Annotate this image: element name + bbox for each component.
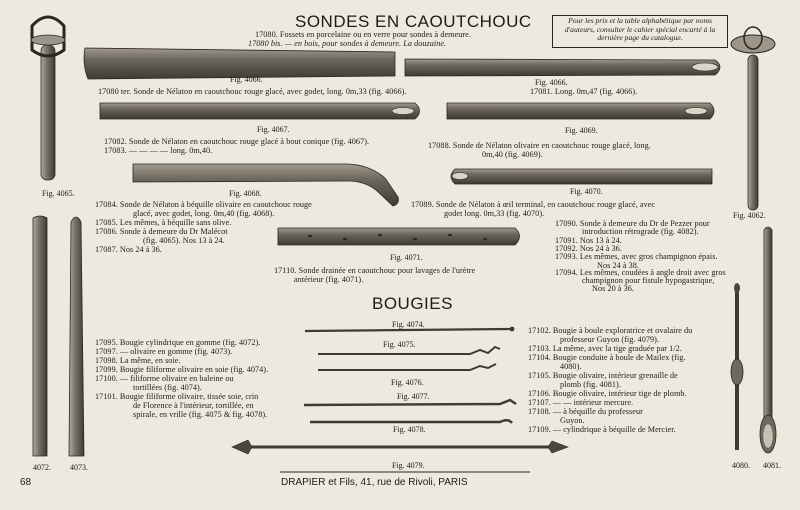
figure-4079-drawing bbox=[232, 440, 568, 454]
caption-fig-4076: Fig. 4076. bbox=[391, 378, 424, 387]
bougies-left-line-9: spirale, en vrille (fig. 4075 & fig. 4078). bbox=[133, 410, 268, 419]
section-title-sondes: SONDES EN CAOUTCHOUC bbox=[295, 12, 532, 31]
text-line-17094: 17094. Les mêmes, coudées à angle droit avec gros bbox=[555, 268, 726, 277]
figure-4069-drawing bbox=[447, 103, 714, 119]
caption-fig-4065: Fig. 4065. bbox=[42, 189, 75, 198]
text-line-17110: 17110. Sonde drainée en caoutchouc pour lavages de l'urètre bbox=[274, 266, 476, 275]
figure-4070-drawing bbox=[451, 169, 712, 184]
caption-fig-4067: Fig. 4067. bbox=[257, 125, 290, 134]
text-line-17090b: introduction rétrograde (fig. 4082). bbox=[582, 227, 699, 236]
caption-fig-4080: 4080. bbox=[732, 461, 750, 470]
bougies-right-line-3: 17103. La même, avec la tige graduée par 1/2. bbox=[528, 344, 682, 353]
figure-4067-drawing bbox=[100, 103, 420, 119]
section-title-bougies: BOUGIES bbox=[372, 294, 453, 313]
bougies-right-line-11: Guyon. bbox=[560, 416, 585, 425]
figure-4078-drawing bbox=[310, 420, 512, 423]
bougies-left-line-4: 17099. Bougie filiforme olivaire en soie (fig. 4074). bbox=[95, 365, 269, 374]
caption-fig-4071: Fig. 4071. bbox=[390, 253, 423, 262]
text-line-17094c: Nos 20 à 36. bbox=[592, 284, 634, 293]
caption-fig-4069: Fig. 4069. bbox=[565, 126, 598, 135]
text-line-17092: 17092. Nos 24 à 36. bbox=[555, 244, 622, 253]
caption-fig-4070: Fig. 4070. bbox=[570, 187, 603, 196]
caption-fig-4078: Fig. 4078. bbox=[393, 425, 426, 434]
caption-fig-4075: Fig. 4075. bbox=[383, 340, 416, 349]
publisher-line: DRAPIER et Fils, 41, rue de Rivoli, PARIS bbox=[281, 477, 468, 488]
caption-fig-4072: 4072. bbox=[33, 463, 51, 472]
text-line-17084b: glacé, avec godet, long. 0m,40 (fig. 4068). bbox=[133, 209, 275, 218]
text-line-17094b: champignon pour fistule hypogastrique, bbox=[582, 276, 715, 285]
caption-fig-4066-right: Fig. 4066. bbox=[535, 78, 568, 87]
figure-4072-drawing bbox=[33, 216, 47, 456]
text-line-17081: 17081. Long. 0m,47 (fig. 4066). bbox=[530, 87, 638, 96]
text-line-17080bis: 17080 bis. — en bois, pour sondes à demeure. La douzaine. bbox=[248, 39, 447, 48]
text-line-17086: 17086. Sonde à demeure du Dr Malécot bbox=[95, 227, 228, 236]
text-line-17110b: antérieur (fig. 4071). bbox=[294, 275, 364, 284]
bougies-right-line-6: 17105. Bougie olivaire, intérieur grenaille de bbox=[528, 371, 678, 380]
text-line-17083: 17083. — — — — long. 0m,40. bbox=[104, 146, 213, 155]
bougies-right-line-5: 4080). bbox=[560, 362, 582, 371]
text-line-17093: 17093. Les mêmes, avec gros champignon épais. bbox=[555, 252, 718, 261]
caption-fig-4066-left: Fig. 4066. bbox=[230, 75, 263, 84]
bougies-right-line-4: 17104. Bougie conduite à boule de Mailex (fig. bbox=[528, 353, 686, 362]
bougies-left-line-7: 17101. Bougie filiforme olivaire, tissée soie, crin bbox=[95, 392, 259, 401]
text-line-17089b: godet long. 0m,33 (fig. 4070). bbox=[444, 209, 545, 218]
bougies-right-line-7: plomb (fig. 4081). bbox=[560, 380, 621, 389]
text-line-17091: 17091. Nos 13 à 24. bbox=[555, 236, 622, 245]
text-line-17080: 17080. Fossets en porcelaine ou en verre pour sondes à demeure. bbox=[255, 30, 471, 39]
figure-4062-drawing bbox=[731, 27, 775, 210]
bougies-left-line-2: 17097. — olivaire en gomme (fig. 4073). bbox=[95, 347, 233, 356]
text-line-17084: 17084. Sonde de Nélaton à béquille olivaire en caoutchouc rouge bbox=[95, 200, 312, 209]
bougies-right-line-9: 17107. — — intérieur mercure. bbox=[528, 398, 634, 407]
caption-fig-4081: 4081. bbox=[763, 461, 781, 470]
figure-4073-drawing bbox=[69, 217, 84, 456]
figure-4065-drawing bbox=[31, 17, 65, 180]
caption-fig-4068: Fig. 4068. bbox=[229, 189, 262, 198]
bougies-left-line-1: 17095. Bougie cylindrique en gomme (fig. 4072). bbox=[95, 338, 261, 347]
caption-fig-4073: 4073. bbox=[70, 463, 88, 472]
text-line-17089: 17089. Sonde de Nélaton à œil terminal, en caoutchouc rouge glacé, avec bbox=[411, 200, 656, 209]
bougies-right-line-1: 17102. Bougie à boule exploratrice et ovalaire du bbox=[528, 326, 693, 335]
bougies-left-line-3: 17098. La même, en soie. bbox=[95, 356, 181, 365]
caption-fig-4077: Fig. 4077. bbox=[397, 392, 430, 401]
text-line-17085: 17085. Les mêmes, à béquille sans olive. bbox=[95, 218, 232, 227]
price-note-box: Pour les prix et la table alphabétique par noms d'auteurs, consulter le cahier spécial encarté à la dernière page du catalogue. bbox=[552, 15, 728, 48]
figure-4076-drawing bbox=[318, 364, 496, 370]
figure-4071-drawing bbox=[278, 228, 520, 245]
bougies-right-line-2: professeur Guyon (fig. 4079). bbox=[560, 335, 659, 344]
bougies-left-line-8: de Florence à l'intérieur, tortillée, en bbox=[133, 401, 254, 410]
text-line-17087: 17087. Nos 24 à 36. bbox=[95, 245, 162, 254]
figure-4080-drawing bbox=[731, 283, 743, 450]
text-line-17080ter: 17080 ter. Sonde de Nélaton en caoutchouc rouge glacé, avec godet, long. 0m,33 (fig. 4066). bbox=[98, 87, 407, 96]
page-number: 68 bbox=[20, 477, 32, 488]
caption-fig-4062: Fig. 4062. bbox=[733, 211, 766, 220]
text-line-17086b: (fig. 4065). Nos 13 à 24. bbox=[143, 236, 225, 245]
bougies-right-line-8: 17106. Bougie olivaire, intérieur tige de plomb. bbox=[528, 389, 687, 398]
figure-4066-right-drawing bbox=[405, 59, 720, 76]
bougies-right-line-10: 17108. — à béquille du professeur bbox=[528, 407, 643, 416]
text-line-17088: 17088. Sonde de Nélaton olivaire en caoutchouc rouge glacé, long. bbox=[428, 141, 651, 150]
bougies-left-line-6: tortillées (fig. 4074). bbox=[133, 383, 202, 392]
caption-fig-4074: Fig. 4074. bbox=[392, 320, 425, 329]
bougies-left-line-5: 17100. — filiforme olivaire en baleine ou bbox=[95, 374, 234, 383]
text-line-17082: 17082. Sonde de Nélaton en caoutchouc rouge glacé à bout conique (fig. 4067). bbox=[104, 137, 370, 146]
text-line-17088b: 0m,40 (fig. 4069). bbox=[482, 150, 543, 159]
bougies-right-line-12: 17109. — cylindrique à béquille de Mercier. bbox=[528, 425, 676, 434]
text-line-17090: 17090. Sonde à demeure du Dr de Pezzer pour bbox=[555, 219, 710, 228]
caption-fig-4079: Fig. 4079. bbox=[392, 461, 425, 470]
text-line-17093b: Nos 24 à 38. bbox=[597, 261, 639, 270]
figure-4081-drawing bbox=[760, 227, 776, 453]
